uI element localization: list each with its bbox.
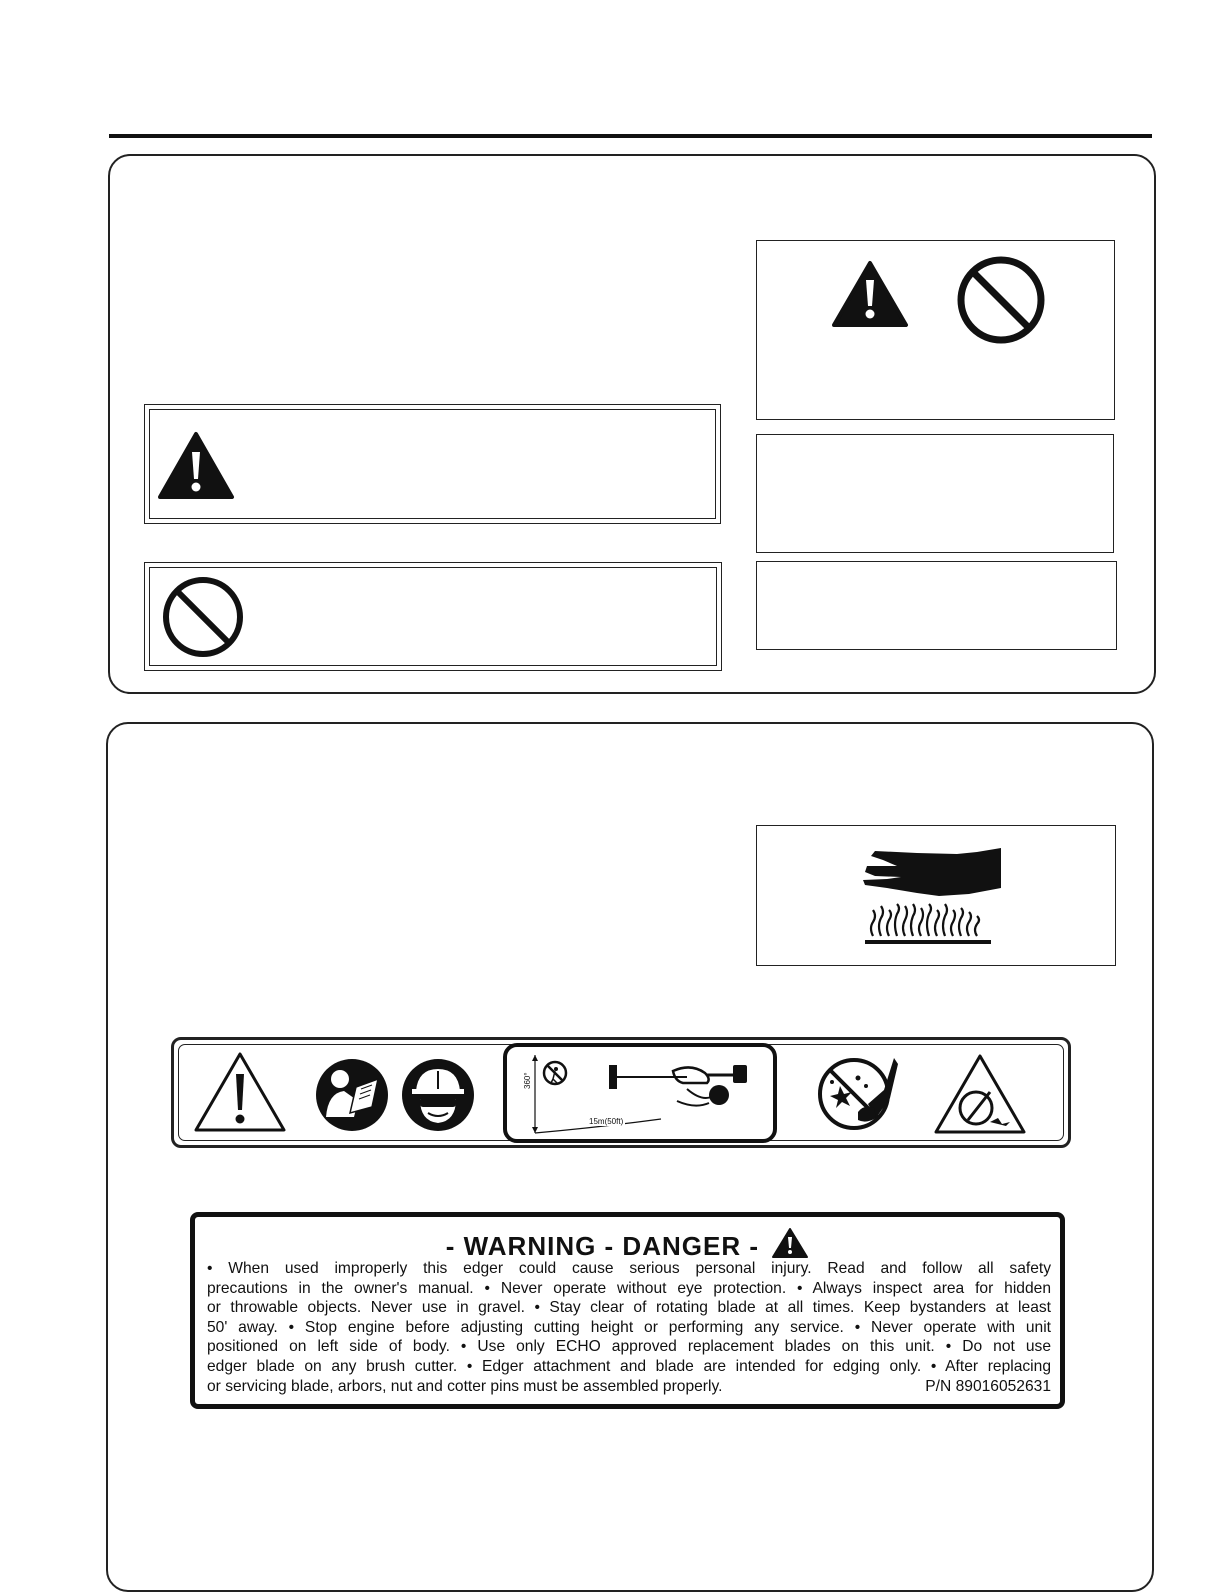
top-rule	[109, 134, 1152, 138]
symbols-box	[756, 240, 1115, 420]
distance-label: 15m(50ft)	[589, 1117, 624, 1126]
keep-distance-icon	[511, 1049, 773, 1141]
warning-line: 50' away. • Stop engine before adjusting cutting height or performing any service. • Never operate with unit	[207, 1318, 1051, 1336]
hot-surface-hand-icon	[857, 844, 1007, 952]
blade-kickback-icon	[932, 1052, 1028, 1138]
warning-line: or servicing blade, arbors, nut and cotter pins must be assembled properly.	[207, 1377, 723, 1395]
warning-triangle-icon	[831, 260, 909, 328]
part-number: P/N 89016052631	[925, 1377, 1051, 1395]
warning-triangle-icon	[771, 1227, 809, 1259]
warning-line: • When used improperly this edger could cause serious personal injury. Read and follow all safety	[207, 1260, 1051, 1277]
warning-triangle-icon	[157, 431, 235, 501]
warning-line: or throwable objects. Never use in gravel. • Stay clear of rotating blade at all times. Keep bystanders at least	[207, 1299, 1051, 1317]
prohibition-icon	[159, 575, 247, 659]
keep-distance-panel	[503, 1043, 777, 1143]
warning-danger-label	[190, 1212, 1065, 1409]
hot-surface-box	[756, 825, 1116, 966]
no-gravel-icon	[814, 1054, 900, 1134]
warning-body	[207, 1259, 1051, 1396]
notice-box-1	[756, 434, 1114, 553]
notice-box-2	[756, 561, 1117, 650]
warning-title-text: - WARNING - DANGER -	[445, 1231, 759, 1261]
read-manual-icon	[314, 1057, 390, 1133]
prohibition-box	[144, 562, 722, 671]
warning-line: edger blade on any brush cutter. • Edger attachment and blade are intended for edging only. • After replacing	[207, 1357, 1051, 1375]
head-eye-protection-icon	[400, 1057, 476, 1133]
warning-line: precautions in the owner's manual. • Never operate without eye protection. • Always inspect area for hidden	[207, 1279, 1051, 1297]
warning-line: positioned on left side of body. • Use only ECHO approved replacement blades on this unit. • Do not use	[207, 1338, 1051, 1356]
warning-title	[195, 1227, 1060, 1262]
warning-last-line	[207, 1377, 1051, 1397]
warning-box	[144, 404, 721, 524]
prohibition-icon	[955, 255, 1047, 345]
warning-triangle-icon	[190, 1048, 290, 1136]
rotation-label: 360°	[523, 1072, 532, 1089]
